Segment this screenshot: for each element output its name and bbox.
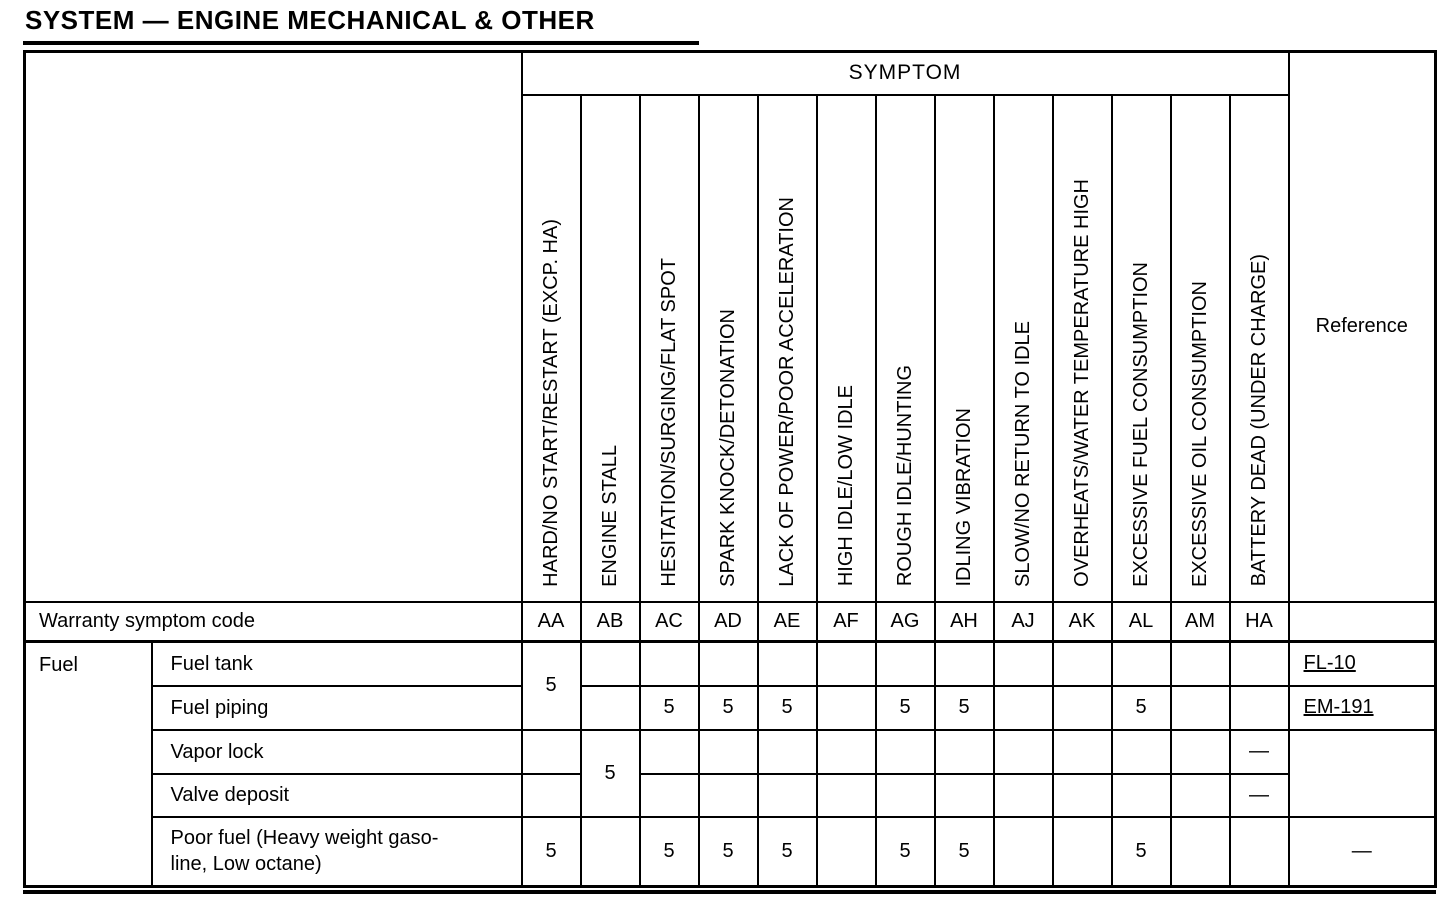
- empty-symptom-cell: [817, 642, 876, 686]
- reference-cell-valve-deposit: —: [1230, 774, 1289, 817]
- value-cell-ag-poor-fuel: 5: [876, 817, 935, 887]
- value-cell-ag-fuel-piping: 5: [876, 686, 935, 730]
- column-header-engine-stall: [581, 95, 640, 602]
- column-header-idling-vibration: [935, 95, 994, 602]
- warranty-reference-blank-cell: [1289, 602, 1436, 642]
- empty-symptom-cell: [1171, 686, 1230, 730]
- row-item-poor-fuel-line1: Poor fuel (Heavy weight gaso-: [170, 827, 439, 850]
- value-cell-aa-fuel-tank-piping: 5: [522, 642, 581, 730]
- warranty-code-aj: AJ: [994, 602, 1053, 642]
- warranty-code-ad: AD: [699, 602, 758, 642]
- reference-cell-poor-fuel: —: [1289, 817, 1436, 887]
- empty-symptom-cell: [994, 686, 1053, 730]
- empty-symptom-cell: [817, 817, 876, 887]
- empty-symptom-cell: [699, 642, 758, 686]
- row-item-poor-fuel: [152, 817, 522, 887]
- value-cell-ad-poor-fuel: 5: [699, 817, 758, 887]
- warranty-code-ah: AH: [935, 602, 994, 642]
- rotated-column-label: ROUGH IDLE/HUNTING: [893, 365, 916, 587]
- reference-link-fl-10[interactable]: FL-10: [1303, 652, 1356, 675]
- value-cell-ae-fuel-piping: 5: [758, 686, 817, 730]
- value-cell-ac-poor-fuel: 5: [640, 817, 699, 887]
- empty-symptom-cell: [581, 817, 640, 887]
- empty-symptom-cell: [817, 686, 876, 730]
- empty-symptom-cell: [1171, 730, 1230, 774]
- empty-symptom-cell: [876, 642, 935, 686]
- column-header-rough-idle-hunting: [876, 95, 935, 602]
- empty-symptom-cell: [1171, 817, 1230, 887]
- empty-symptom-cell: [935, 642, 994, 686]
- empty-symptom-cell: [994, 774, 1053, 817]
- row-item-valve-deposit: Valve deposit: [152, 774, 522, 817]
- empty-symptom-cell: [640, 774, 699, 817]
- empty-symptom-cell: [1053, 730, 1112, 774]
- column-header-excessive-oil-consumption: [1171, 95, 1230, 602]
- empty-symptom-cell: [876, 774, 935, 817]
- empty-symptom-cell: [522, 730, 581, 774]
- empty-symptom-cell: [1230, 642, 1289, 686]
- empty-symptom-cell: [1053, 817, 1112, 887]
- empty-symptom-cell: [1171, 642, 1230, 686]
- warranty-code-ag: AG: [876, 602, 935, 642]
- empty-symptom-cell: [581, 686, 640, 730]
- empty-symptom-cell: [876, 730, 935, 774]
- rotated-column-label: SPARK KNOCK/DETONATION: [716, 308, 739, 587]
- empty-symptom-cell: [640, 642, 699, 686]
- value-cell-ab-vapor-lock-valve-deposit: 5: [581, 730, 640, 817]
- warranty-code-am: AM: [1171, 602, 1230, 642]
- empty-symptom-cell: [1053, 686, 1112, 730]
- empty-symptom-cell: [817, 774, 876, 817]
- column-header-overheats-water-temperature-high: [1053, 95, 1112, 602]
- empty-symptom-cell: [817, 730, 876, 774]
- warranty-code-ha: HA: [1230, 602, 1289, 642]
- empty-symptom-cell: [640, 730, 699, 774]
- empty-symptom-cell: [994, 817, 1053, 887]
- rotated-column-label: EXCESSIVE FUEL CONSUMPTION: [1129, 261, 1152, 587]
- value-cell-ah-fuel-piping: 5: [935, 686, 994, 730]
- empty-symptom-cell: [1230, 686, 1289, 730]
- rotated-column-label: HESITATION/SURGING/FLAT SPOT: [657, 257, 680, 587]
- column-header-hard-no-start-restart: [522, 95, 581, 602]
- rotated-column-label: OVERHEATS/WATER TEMPERATURE HIGH: [1070, 178, 1093, 587]
- corner-blank-cell: [25, 52, 522, 602]
- row-item-fuel-tank: Fuel tank: [152, 642, 522, 686]
- row-item-fuel-piping: Fuel piping: [152, 686, 522, 730]
- rotated-column-label: HARD/NO START/RESTART (EXCP. HA): [539, 218, 562, 587]
- empty-symptom-cell: [1053, 774, 1112, 817]
- reference-header: Reference: [1289, 52, 1436, 602]
- empty-symptom-cell: [758, 730, 817, 774]
- reference-cell-fuel-piping: [1289, 686, 1436, 730]
- warranty-code-ab: AB: [581, 602, 640, 642]
- empty-symptom-cell: [935, 730, 994, 774]
- warranty-code-ak: AK: [1053, 602, 1112, 642]
- column-header-hesitation-surging-flat-spot: [640, 95, 699, 602]
- system-group-fuel: Fuel: [25, 642, 152, 887]
- empty-symptom-cell: [699, 774, 758, 817]
- symptom-table: [23, 50, 1437, 888]
- symptom-header: SYMPTOM: [522, 52, 1289, 95]
- value-cell-aa-poor-fuel: 5: [522, 817, 581, 887]
- warranty-code-af: AF: [817, 602, 876, 642]
- value-cell-ah-poor-fuel: 5: [935, 817, 994, 887]
- value-cell-ac-fuel-piping: 5: [640, 686, 699, 730]
- empty-symptom-cell: [935, 774, 994, 817]
- value-cell-ae-poor-fuel: 5: [758, 817, 817, 887]
- column-header-battery-dead-under-charge: [1230, 95, 1289, 602]
- column-header-spark-knock-detonation: [699, 95, 758, 602]
- empty-symptom-cell: [1112, 774, 1171, 817]
- reference-link-em-191[interactable]: EM-191: [1303, 696, 1374, 718]
- title-rule: [23, 41, 699, 45]
- row-item-vapor-lock: Vapor lock: [152, 730, 522, 774]
- page-bottom-rule: [23, 890, 1436, 894]
- row-item-poor-fuel-line2: line, Low octane): [170, 853, 322, 876]
- empty-symptom-cell: [758, 642, 817, 686]
- empty-symptom-cell: [522, 774, 581, 817]
- column-header-high-idle-low-idle: [817, 95, 876, 602]
- value-cell-ad-fuel-piping: 5: [699, 686, 758, 730]
- warranty-code-ac: AC: [640, 602, 699, 642]
- warranty-symptom-code-label: Warranty symptom code: [25, 602, 522, 642]
- rotated-column-label: LACK OF POWER/POOR ACCELERATION: [775, 196, 798, 587]
- empty-symptom-cell: [994, 730, 1053, 774]
- empty-symptom-cell: [994, 642, 1053, 686]
- empty-symptom-cell: [1112, 642, 1171, 686]
- empty-symptom-cell: [1112, 730, 1171, 774]
- column-header-lack-of-power-poor-acceleration: [758, 95, 817, 602]
- warranty-code-al: AL: [1112, 602, 1171, 642]
- page-title: SYSTEM — ENGINE MECHANICAL & OTHER: [25, 5, 595, 35]
- value-cell-al-poor-fuel: 5: [1112, 817, 1171, 887]
- rotated-column-label: SLOW/NO RETURN TO IDLE: [1011, 320, 1034, 587]
- warranty-code-aa: AA: [522, 602, 581, 642]
- empty-symptom-cell: [758, 774, 817, 817]
- empty-symptom-cell: [699, 730, 758, 774]
- column-header-slow-no-return-to-idle: [994, 95, 1053, 602]
- column-header-excessive-fuel-consumption: [1112, 95, 1171, 602]
- value-cell-al-fuel-piping: 5: [1112, 686, 1171, 730]
- reference-cell-fuel-tank: [1289, 642, 1436, 686]
- empty-symptom-cell: [1053, 642, 1112, 686]
- rotated-column-label: HIGH IDLE/LOW IDLE: [834, 385, 857, 587]
- empty-symptom-cell: [1171, 774, 1230, 817]
- rotated-column-label: EXCESSIVE OIL CONSUMPTION: [1188, 280, 1211, 587]
- rotated-column-label: IDLING VIBRATION: [952, 407, 975, 587]
- rotated-column-label: BATTERY DEAD (UNDER CHARGE): [1247, 254, 1270, 587]
- warranty-code-ae: AE: [758, 602, 817, 642]
- empty-symptom-cell: [1230, 817, 1289, 887]
- rotated-column-label: ENGINE STALL: [598, 444, 621, 587]
- reference-cell-vapor-lock: —: [1230, 730, 1289, 774]
- empty-symptom-cell: [581, 642, 640, 686]
